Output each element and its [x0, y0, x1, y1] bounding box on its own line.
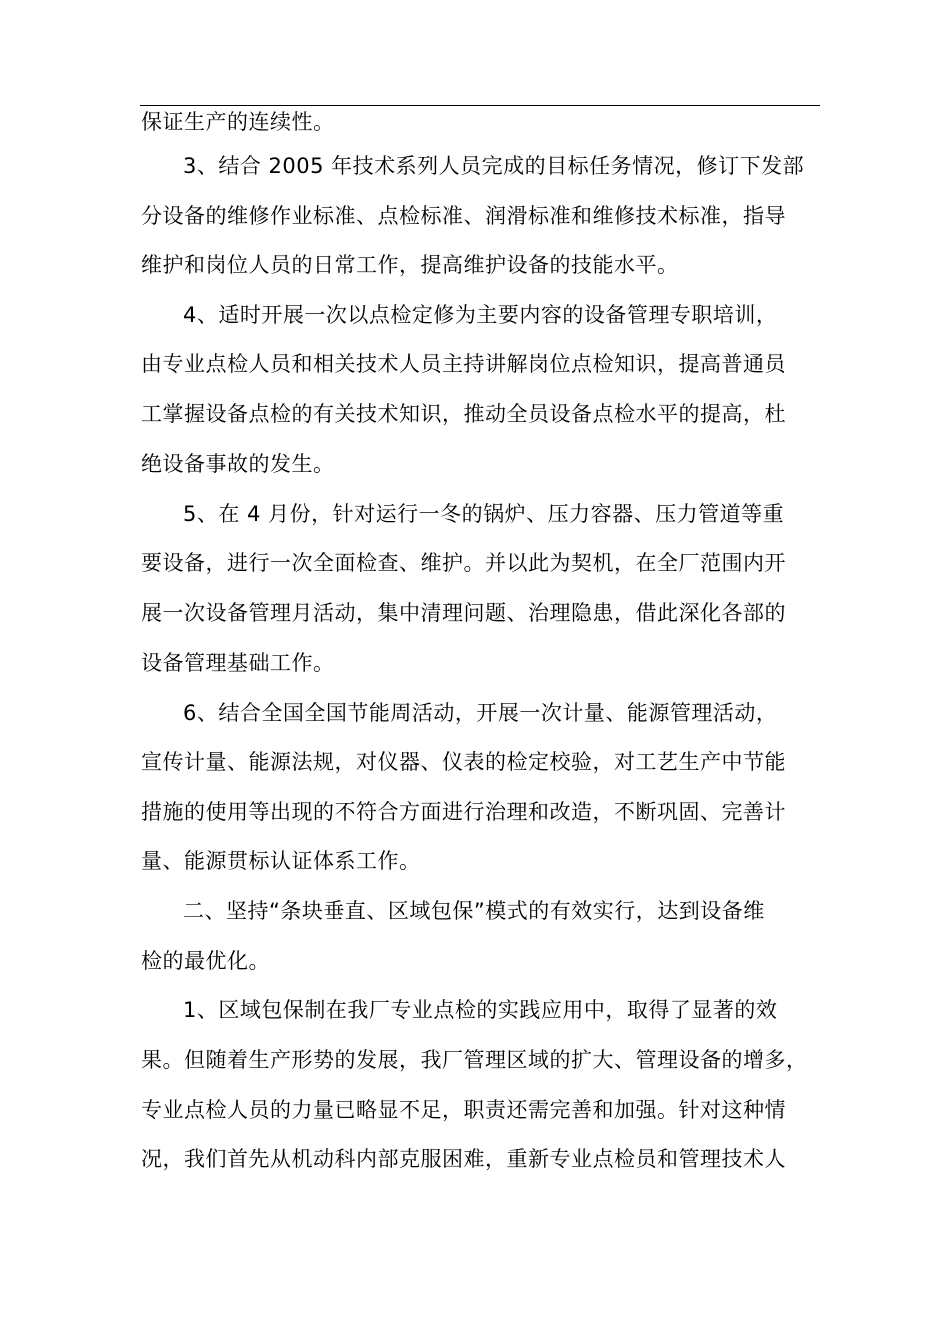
text-line-16: 量、能源贯标认证体系工作。: [141, 849, 421, 873]
text-line-21: 专业点检人员的力量已略显不足，职责还需完善和加强。针对这种情: [141, 1098, 786, 1122]
text-line-9: 5、在 4 月份，针对运行一冬的锅炉、压力容器、压力管道等重: [183, 502, 785, 526]
text-line-2: 3、结合 2005 年技术系列人员完成的目标任务情况，修订下发部: [183, 154, 805, 178]
text-line-1: 保证生产的连续性。: [141, 110, 335, 134]
text-line-22: 况，我们首先从机动科内部克服困难，重新专业点检员和管理技术人: [141, 1147, 786, 1171]
text-line-11: 展一次设备管理月活动，集中清理问题、治理隐患，借此深化各部的: [141, 601, 786, 625]
text-line-12: 设备管理基础工作。: [141, 651, 335, 675]
text-line-14: 宣传计量、能源法规，对仪器、仪表的检定校验，对工艺生产中节能: [141, 750, 786, 774]
text-line-6: 由专业点检人员和相关技术人员主持讲解岗位点检知识，提高普通员: [141, 352, 786, 376]
header-rule: [140, 105, 820, 106]
text-line-18: 检的最优化。: [141, 949, 270, 973]
text-line-5: 4、适时开展一次以点检定修为主要内容的设备管理专职培训，: [183, 303, 778, 327]
text-line-4: 维护和岗位人员的日常工作，提高维护设备的技能水平。: [141, 253, 679, 277]
text-line-20: 果。但随着生产形势的发展，我厂管理区域的扩大、管理设备的增多，: [141, 1048, 808, 1072]
text-line-13: 6、结合全国全国节能周活动，开展一次计量、能源管理活动，: [183, 701, 778, 725]
text-line-10: 要设备，进行一次全面检查、维护。并以此为契机，在全厂范围内开: [141, 551, 786, 575]
text-line-3: 分设备的维修作业标准、点检标准、润滑标准和维修技术标准，指导: [141, 204, 786, 228]
text-line-15: 措施的使用等出现的不符合方面进行治理和改造，不断巩固、完善计: [141, 800, 786, 824]
text-line-7: 工掌握设备点检的有关技术知识，推动全员设备点检水平的提高，杜: [141, 402, 786, 426]
text-line-17: 二、坚持“条块垂直、区域包保”模式的有效实行，达到设备维: [183, 899, 765, 923]
text-line-19: 1、区域包保制在我厂专业点检的实践应用中，取得了显著的效: [183, 998, 778, 1022]
text-line-8: 绝设备事故的发生。: [141, 452, 335, 476]
